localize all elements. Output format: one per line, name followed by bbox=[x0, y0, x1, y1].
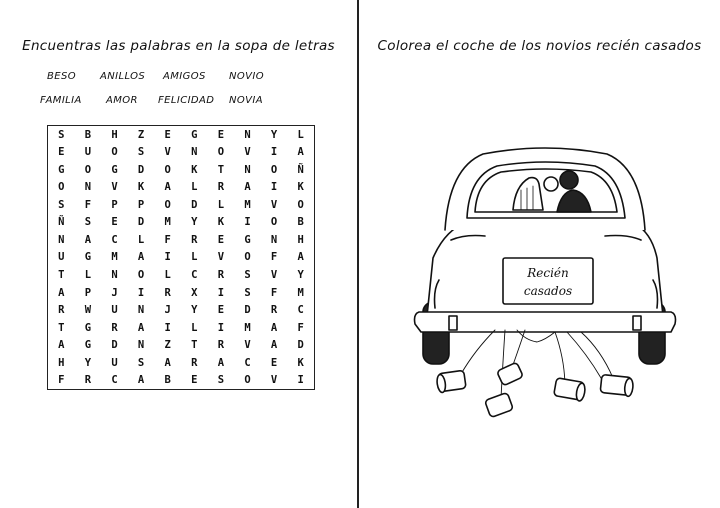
grid-cell: G bbox=[191, 128, 198, 141]
grid-cell: J bbox=[111, 286, 118, 299]
grid-cell: V bbox=[164, 146, 171, 159]
grid-cell: V bbox=[111, 181, 118, 194]
grid-cell: W bbox=[84, 304, 92, 317]
grid-cell: R bbox=[191, 233, 198, 246]
grid-cell: K bbox=[191, 163, 198, 176]
grid-cell: K bbox=[297, 356, 304, 369]
grid-cell: N bbox=[270, 233, 278, 246]
grid-cell: E bbox=[191, 374, 198, 387]
grid-cell: R bbox=[217, 269, 225, 282]
grid-cell: Y bbox=[191, 216, 198, 229]
grid-cell: A bbox=[84, 233, 92, 246]
grid-cell: V bbox=[244, 146, 251, 159]
wedding-car-illustration bbox=[405, 140, 685, 420]
grid-cell: E bbox=[164, 128, 171, 141]
bride-head bbox=[544, 177, 558, 191]
grid-cell: D bbox=[137, 163, 145, 176]
grid-cell: A bbox=[217, 356, 225, 369]
grid-cell: A bbox=[164, 356, 171, 369]
coloring-title: Colorea el coche de los novios recién casados bbox=[377, 38, 702, 54]
grid-cell: O bbox=[244, 251, 251, 264]
grid-cell: O bbox=[58, 181, 65, 194]
grid-cell: O bbox=[244, 374, 251, 387]
grid-cell: G bbox=[84, 251, 92, 264]
grid-cell: N bbox=[58, 233, 65, 246]
grid-cell: Y bbox=[297, 269, 304, 282]
grid-cell: S bbox=[244, 269, 251, 282]
grid-cell: F bbox=[84, 198, 92, 211]
grid-cell: I bbox=[217, 286, 225, 299]
word-item: AMIGOS bbox=[163, 71, 206, 82]
grid-cell: X bbox=[191, 286, 198, 299]
grid-cell: L bbox=[191, 251, 198, 264]
word-item: AMOR bbox=[106, 95, 138, 106]
grid-cell: O bbox=[297, 198, 304, 211]
grid-cell: L bbox=[217, 198, 225, 211]
grid-cell: S bbox=[137, 146, 145, 159]
grid-cell: R bbox=[58, 304, 65, 317]
grid-cell: N bbox=[137, 304, 145, 317]
grid-cell: S bbox=[58, 128, 65, 141]
grid-cell: O bbox=[164, 198, 171, 211]
grid-cell: N bbox=[244, 163, 251, 176]
grid-cell: V bbox=[270, 374, 278, 387]
grid-cell: I bbox=[270, 181, 278, 194]
rear-window bbox=[475, 169, 617, 212]
grid-cell: G bbox=[84, 339, 92, 352]
grid-cell: R bbox=[217, 339, 225, 352]
word-item: BESO bbox=[47, 71, 76, 82]
grid-cell: C bbox=[297, 304, 304, 317]
grid-cell: A bbox=[244, 181, 251, 194]
grid-cell: D bbox=[111, 339, 118, 352]
word-list bbox=[30, 70, 330, 114]
grid-cell: B bbox=[164, 374, 171, 387]
grid-cell: R bbox=[217, 181, 225, 194]
grid-cell: C bbox=[244, 356, 251, 369]
grid-cell: H bbox=[111, 128, 118, 141]
grid-cell: F bbox=[297, 321, 304, 334]
grid-cell: O bbox=[111, 146, 118, 159]
grid-cell: B bbox=[297, 216, 304, 229]
grid-cell: P bbox=[84, 286, 92, 299]
grid-cell: G bbox=[84, 321, 92, 334]
grid-cell: T bbox=[191, 339, 198, 352]
grid-cell: I bbox=[297, 374, 304, 387]
grid-cell: V bbox=[217, 251, 225, 264]
grid-cell: E bbox=[217, 128, 225, 141]
grid-cell: V bbox=[270, 269, 278, 282]
grid-cell: D bbox=[191, 198, 198, 211]
word-item: NOVIA bbox=[229, 95, 263, 106]
grid-cell: R bbox=[111, 321, 118, 334]
grid-cell: M bbox=[297, 286, 304, 299]
grid-cell: A bbox=[137, 251, 145, 264]
grid-cell: F bbox=[270, 286, 278, 299]
grid-cell: V bbox=[244, 339, 251, 352]
grid-cell: O bbox=[164, 163, 171, 176]
grid-cell: A bbox=[270, 339, 278, 352]
grid-cell: M bbox=[244, 198, 251, 211]
tin-cans bbox=[436, 362, 634, 417]
grid-cell: E bbox=[217, 233, 225, 246]
grid-cell: L bbox=[297, 128, 304, 141]
grid-cell: Z bbox=[164, 339, 171, 352]
grid-cell: I bbox=[244, 216, 251, 229]
grid-cell: N bbox=[84, 181, 92, 194]
grid-cell: A bbox=[270, 321, 278, 334]
wordsearch-title: Encuentras las palabras en la sopa de letras bbox=[22, 38, 335, 54]
grid-cell: M bbox=[164, 216, 171, 229]
grid-cell: C bbox=[111, 374, 118, 387]
grid-cell: R bbox=[164, 286, 171, 299]
grid-cell: O bbox=[270, 163, 278, 176]
grid-cell: P bbox=[137, 198, 145, 211]
grid-cell: R bbox=[191, 356, 198, 369]
grid-cell: Z bbox=[137, 128, 145, 141]
grid-cell: A bbox=[137, 321, 145, 334]
word-item: ANILLOS bbox=[100, 71, 146, 82]
sign-text-line1: Recién bbox=[527, 266, 569, 280]
page-divider bbox=[357, 0, 359, 508]
grid-cell: C bbox=[111, 233, 118, 246]
grid-cell: A bbox=[58, 339, 65, 352]
grid-cell: D bbox=[137, 216, 145, 229]
grid-cell: G bbox=[111, 163, 118, 176]
grid-cell: I bbox=[217, 321, 225, 334]
grid-cell: S bbox=[58, 198, 65, 211]
grid-cell: N bbox=[111, 269, 118, 282]
grid-cell: F bbox=[164, 233, 171, 246]
grid-cell: A bbox=[164, 181, 171, 194]
grid-cell: Ñ bbox=[297, 163, 304, 176]
grid-cell: U bbox=[111, 356, 118, 369]
grid-cell: N bbox=[137, 339, 145, 352]
grid-cell: C bbox=[191, 269, 198, 282]
grid-cell: E bbox=[58, 146, 65, 159]
grid-cell: I bbox=[164, 321, 171, 334]
grid-cell: S bbox=[244, 286, 251, 299]
grid-cell: Y bbox=[270, 128, 278, 141]
grid-cell: R bbox=[84, 374, 92, 387]
grid-cell: L bbox=[164, 269, 171, 282]
grid-cell: M bbox=[111, 251, 118, 264]
grid-cell: H bbox=[297, 233, 304, 246]
grid-cell: F bbox=[58, 374, 65, 387]
sign-text-line2: casados bbox=[523, 284, 573, 298]
grid-cell: Ñ bbox=[58, 216, 65, 229]
grid-cell: F bbox=[270, 251, 278, 264]
grid-cell: I bbox=[137, 286, 145, 299]
grid-cell: Y bbox=[84, 356, 92, 369]
grid-cell: I bbox=[270, 146, 278, 159]
grid-cell: A bbox=[58, 286, 65, 299]
grid-cell: D bbox=[297, 339, 304, 352]
wordsearch-grid bbox=[47, 125, 315, 390]
grid-cell: T bbox=[217, 163, 225, 176]
grid-cell: N bbox=[191, 146, 198, 159]
grid-cell: K bbox=[297, 181, 304, 194]
grid-cell: A bbox=[137, 374, 145, 387]
grid-cell: M bbox=[244, 321, 251, 334]
grid-cell: U bbox=[58, 251, 65, 264]
grid-cell: D bbox=[244, 304, 251, 317]
word-item: FAMILIA bbox=[40, 95, 82, 106]
grid-cell: V bbox=[270, 198, 278, 211]
grid-cell: E bbox=[111, 216, 118, 229]
grid-cell: L bbox=[191, 181, 198, 194]
word-item: FELICIDAD bbox=[158, 95, 215, 106]
grid-cell: K bbox=[137, 181, 145, 194]
grid-cell: K bbox=[217, 216, 225, 229]
grid-cell: S bbox=[84, 216, 92, 229]
word-item: NOVIO bbox=[229, 71, 265, 82]
grid-cell: L bbox=[84, 269, 92, 282]
grid-cell: Y bbox=[191, 304, 198, 317]
grid-cell: B bbox=[84, 128, 92, 141]
grid-cell: E bbox=[217, 304, 225, 317]
groom-head bbox=[560, 171, 578, 189]
grid-cell: T bbox=[58, 321, 65, 334]
grid-cell: G bbox=[244, 233, 251, 246]
grid-cell: P bbox=[111, 198, 118, 211]
grid-cell: E bbox=[270, 356, 278, 369]
grid-cell: R bbox=[270, 304, 278, 317]
grid-cell: U bbox=[84, 146, 92, 159]
grid-cell: A bbox=[297, 146, 304, 159]
grid-cell: J bbox=[164, 304, 171, 317]
grid-cell: I bbox=[164, 251, 171, 264]
grid-cell: N bbox=[244, 128, 251, 141]
grid-cell: U bbox=[111, 304, 118, 317]
grid-cell: S bbox=[137, 356, 145, 369]
grid-cell: L bbox=[137, 233, 145, 246]
grid-cell: T bbox=[58, 269, 65, 282]
grid-cell: G bbox=[58, 163, 65, 176]
grid-cell: L bbox=[191, 321, 198, 334]
grid-cell: O bbox=[84, 163, 92, 176]
grid-cell: A bbox=[297, 251, 304, 264]
grid-cell: H bbox=[58, 356, 65, 369]
grid-cell: O bbox=[137, 269, 145, 282]
grid-cell: S bbox=[217, 374, 225, 387]
grid-cell: O bbox=[270, 216, 278, 229]
grid-cell: O bbox=[217, 146, 225, 159]
